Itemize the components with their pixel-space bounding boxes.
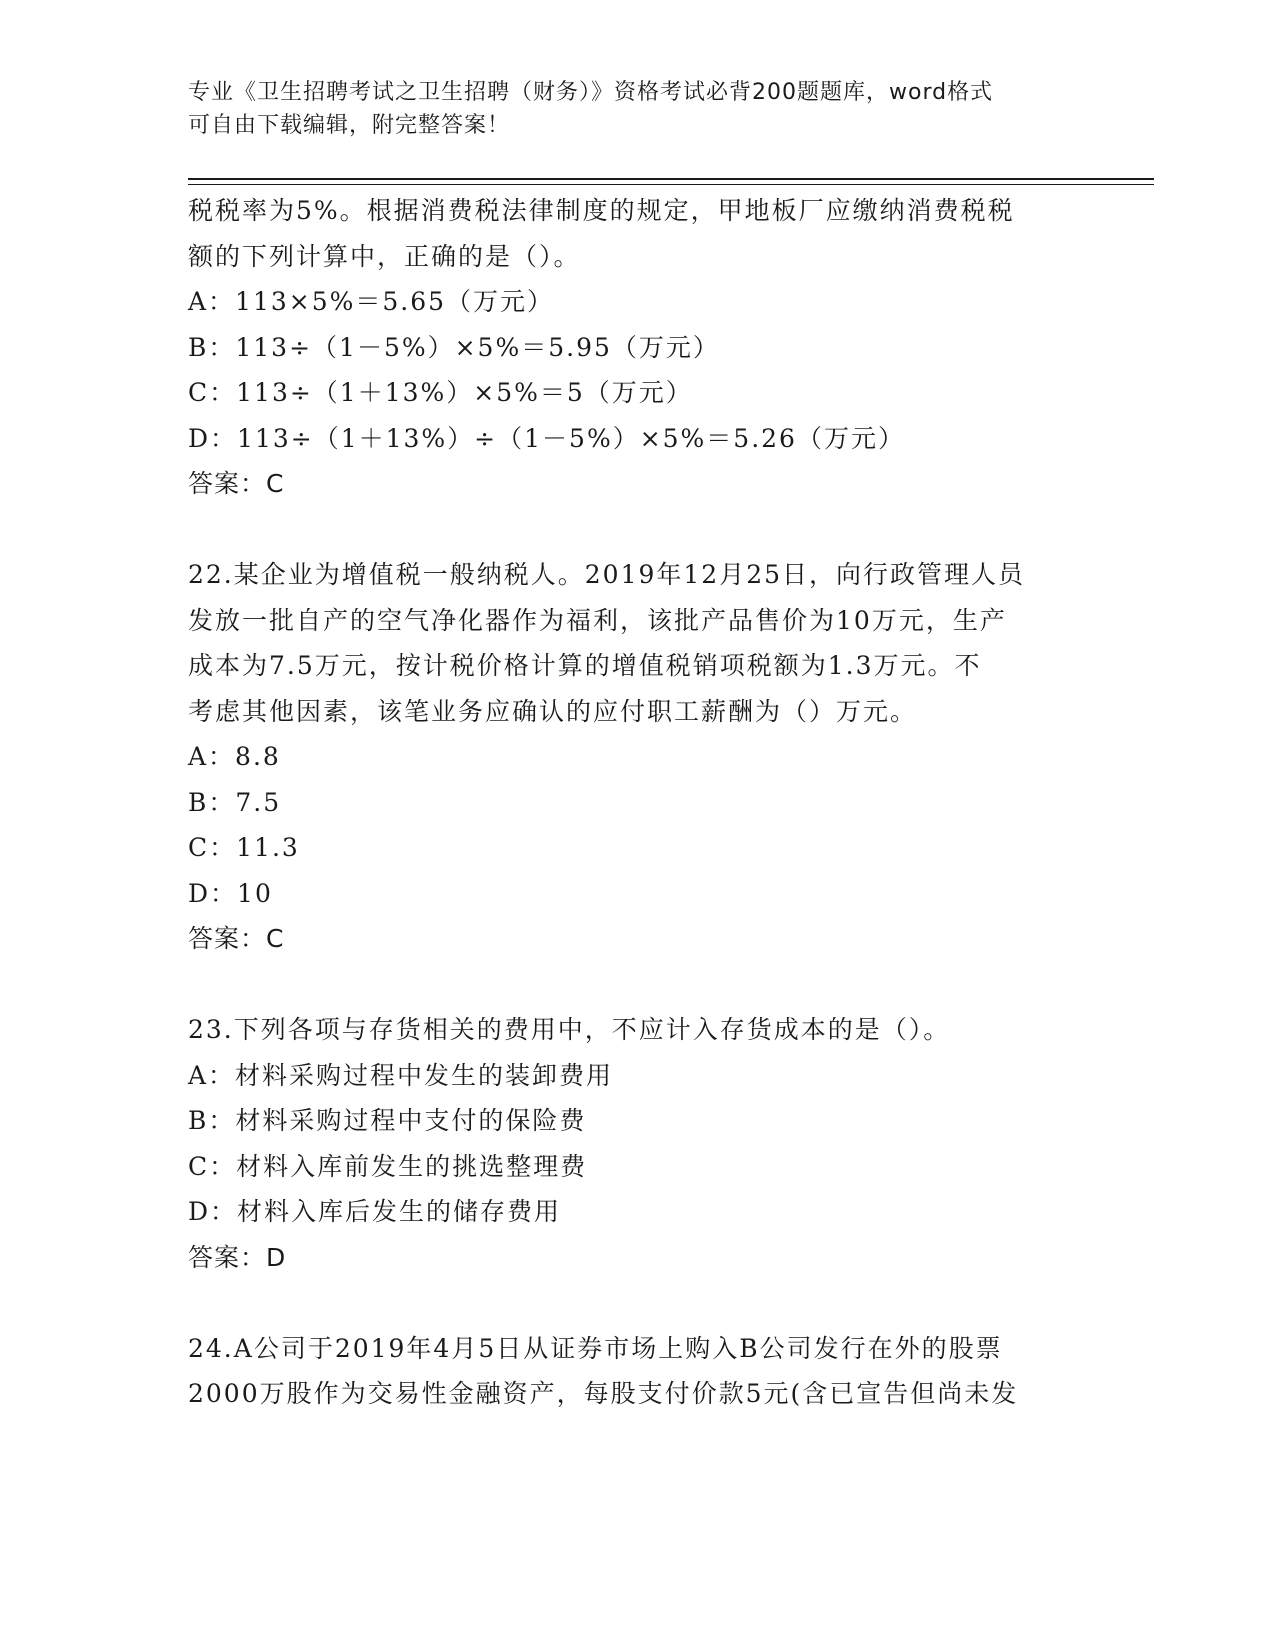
answer-line: 答案：D	[188, 1242, 287, 1272]
option-b: B：材料采购过程中支付的保险费	[188, 1106, 587, 1135]
question-stem-line: 成本为7.5万元，按计税价格计算的增值税销项税额为1.3万元。不	[188, 651, 982, 680]
document-body	[188, 188, 1088, 1417]
header-divider-thick	[188, 178, 1154, 180]
question-stem-line: 2000万股作为交易性金融资产，每股支付价款5元(含已宣告但尚未发	[188, 1379, 1019, 1408]
question-stem-line: 24.A公司于2019年4月5日从证券市场上购入B公司发行在外的股票	[188, 1333, 1003, 1363]
answer-line: 答案：C	[188, 469, 285, 498]
question-23	[188, 1007, 1088, 1280]
option-a: A：8.8	[188, 742, 281, 771]
question-21	[188, 188, 1088, 507]
question-spacer	[188, 1280, 1088, 1326]
option-a: A：113×5%＝5.65（万元）	[188, 287, 555, 316]
question-spacer	[188, 507, 1088, 553]
question-stem-line: 税税率为5%。根据消费税法律制度的规定，甲地板厂应缴纳消费税税	[188, 196, 1015, 225]
question-22	[188, 552, 1088, 962]
question-spacer	[188, 962, 1088, 1008]
question-stem-line: 发放一批自产的空气净化器作为福利，该批产品售价为10万元，生产	[188, 605, 1007, 635]
option-d: D：10	[188, 878, 273, 908]
header-line: 可自由下载编辑，附完整答案！	[188, 113, 511, 138]
option-a: A：材料采购过程中发生的装卸费用	[188, 1060, 614, 1090]
header-line: 专业《卫生招聘考试之卫生招聘（财务）》资格考试必背200题题库，word格式	[188, 80, 994, 105]
option-c: C：11.3	[188, 833, 300, 862]
option-b: B：7.5	[188, 787, 282, 817]
question-stem-line: 22.某企业为增值税一般纳税人。2019年12月25日，向行政管理人员	[188, 560, 1026, 589]
option-c: C：材料入库前发生的挑选整理费	[188, 1151, 588, 1181]
option-c: C：113÷（1＋13%）×5%＝5（万元）	[188, 378, 693, 407]
question-stem-line: 考虑其他因素，该笔业务应确认的应付职工薪酬为（）万元。	[188, 696, 918, 726]
option-b: B：113÷（1－5%）×5%＝5.95（万元）	[188, 332, 720, 362]
option-d: D：材料入库后发生的储存费用	[188, 1197, 562, 1226]
header-divider-thin	[188, 184, 1154, 185]
document-header	[188, 76, 1068, 142]
question-stem-line: 23.下列各项与存货相关的费用中，不应计入存货成本的是（）。	[188, 1015, 951, 1044]
question-stem-line: 额的下列计算中，正确的是（）。	[188, 241, 581, 271]
answer-line: 答案：C	[188, 924, 285, 953]
option-d: D：113÷（1＋13%）÷（1－5%）×5%＝5.26（万元）	[188, 423, 905, 453]
question-24	[188, 1326, 1088, 1417]
